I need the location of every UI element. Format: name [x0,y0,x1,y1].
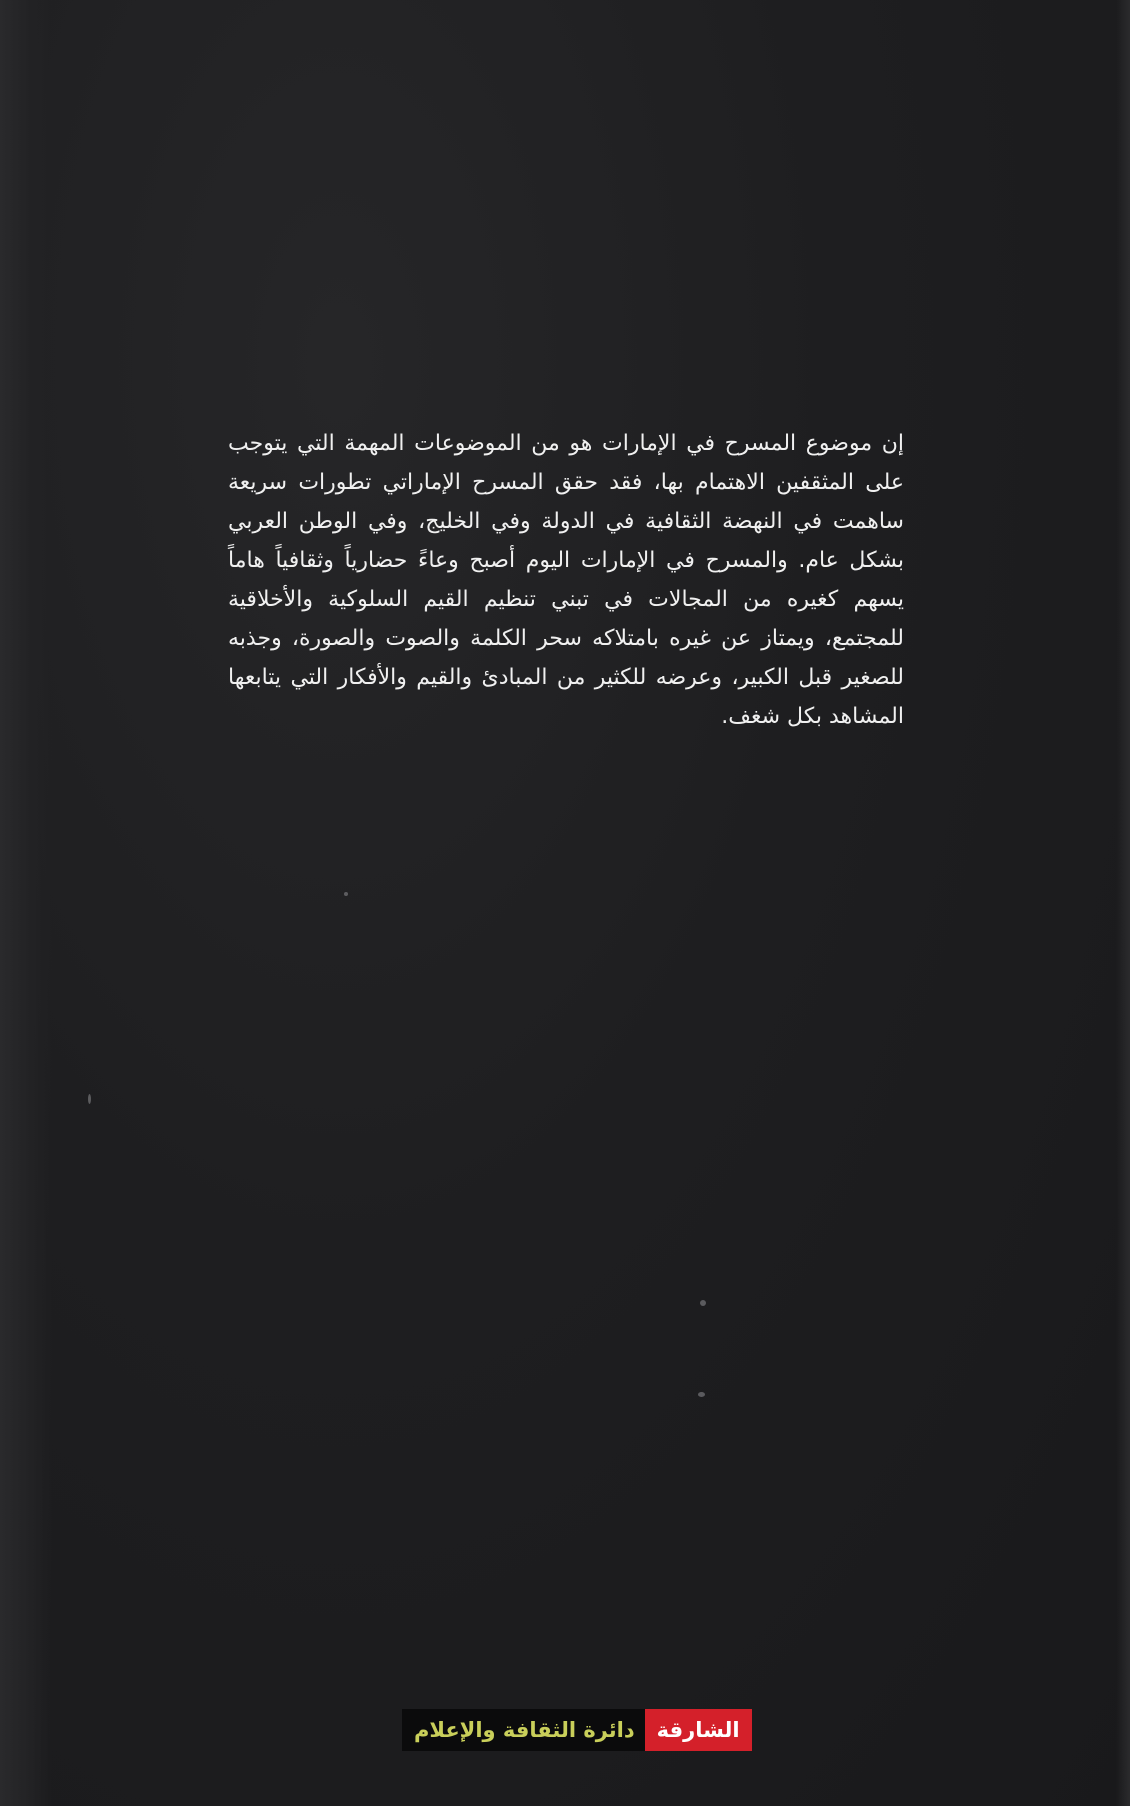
publisher-city-label: الشارقة [645,1709,752,1751]
dust-speck [344,892,348,896]
publisher-department-label: دائرة الثقافة والإعلام [402,1709,645,1751]
blurb-text: إن موضوع المسرح في الإمارات هو من الموضوعات المهمة التي يتوجب على المثقفين الاهتمام بها، فقد حقق المسرح الإماراتي تطورات سريعة ساهمت في النهضة الثقافية في الدولة وفي الخليج، وفي الوطن العربي بشكل عام. والمسرح في الإمارات اليوم أصبح وعاءً حضارياً وثقافياً هاماً يسهم كغيره من المجالات في تبني تنظيم القيم السلوكية والأخلاقية للمجتمع، ويمتاز عن غيره بامتلاكه سحر الكلمة والصوت والصورة، وجذبه للصغير قبل الكبير، وعرضه للكثير من المبادئ والقيم والأفكار التي يتابعها المشاهد بكل شغف. [228,431,904,729]
page-edge [1116,0,1130,1806]
publisher-logo [402,1709,752,1751]
spine-edge [0,0,52,1806]
dust-speck [698,1392,705,1397]
dust-speck [88,1094,91,1104]
back-cover-blurb [228,424,904,736]
dust-speck [700,1300,706,1306]
